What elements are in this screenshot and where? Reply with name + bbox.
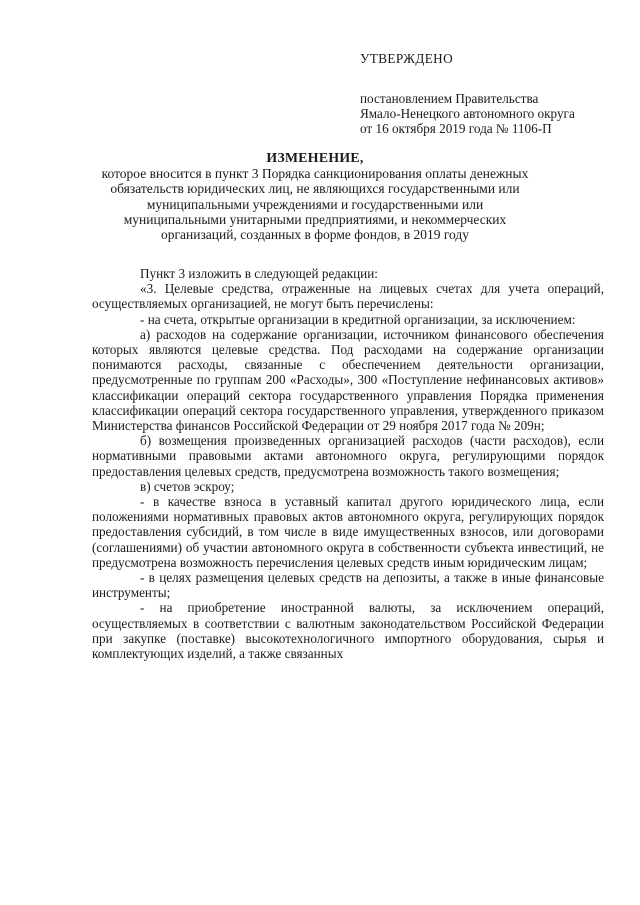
paragraph-bullet-capital: - в качестве взноса в уставный капитал другого юридического лица, если положениями нормативных правовых актов автономного округа, регулирующих порядок предоставления субсидий, в том числе в виде имущественных взносов, или договорами (соглашениями) об участии автономного округа в собственности субъекта инвестиций, не предусмотрена возможность перечисления целевых средств иным юридическим лицам;: [92, 494, 604, 570]
title-heading: ИЗМЕНЕНИЕ,: [266, 150, 364, 165]
approval-stamp: [360, 51, 620, 136]
paragraph-item-c: в) счетов эскроу;: [140, 478, 235, 494]
paragraph-bullet-deposits: - в целях размещения целевых средств на депозиты, а также в иные финансовые инструменты;: [92, 570, 604, 601]
approval-line: от 16 октября 2019 года № 1106-П: [360, 121, 552, 136]
title-subtitle: которое вносится в пункт 3 Порядка санкционирования оплаты денежных обязательств юридических лиц, не являющихся государственными или муниципальными учреждениями и государственными или муниципальными унитарными предприятиями, и некоммерческих организаций, созданных в форме фондов, в 2019 году: [101, 166, 529, 243]
paragraph-intro: Пункт 3 изложить в следующей редакции:: [140, 266, 378, 281]
approval-line: постановлением Правительства: [360, 91, 539, 106]
document-title: [95, 150, 535, 242]
paragraph-item-b: б) возмещения произведенных организацией расходов (части расходов), если нормативными правовыми актами автономного округа, регулирующими порядок предоставления целевых средств, предусмотрена возможность такого возмещения;: [92, 433, 604, 479]
approval-line: Ямало-Ненецкого автономного округа: [360, 106, 575, 121]
paragraph-item-a: а) расходов на содержание организации, источником финансового обеспечения которых являются целевые средства. Под расходами на содержание организации понимаются расходы, связанные с обеспечением деятельности организации, предусмотренные по группам 200 «Расходы», 300 «Поступление нефинансовых активов» классификации операций сектора государственного управления Порядка применения классификации операций сектора государственного управления, утвержденного приказом Министерства финансов Российской Федерации от 29 ноября 2017 года № 209н;: [92, 326, 604, 434]
paragraph-bullet-currency: - на приобретение иностранной валюты, за исключением операций, осуществляемых в соответствии с валютным законодательством Российской Федерации при закупке (поставке) высокотехнологичного импортного оборудования, сырья и комплектующих изделий, а также связанных: [92, 600, 604, 662]
approved-label: УТВЕРЖДЕНО: [360, 51, 454, 66]
document-body: [92, 266, 604, 661]
paragraph-point-3: «3. Целевые средства, отраженные на лицевых счетах для учета операций, осуществляемых организацией, не могут быть перечислены:: [92, 281, 604, 312]
paragraph-bullet-accounts: - на счета, открытые организации в кредитной организации, за исключением:: [140, 311, 576, 327]
